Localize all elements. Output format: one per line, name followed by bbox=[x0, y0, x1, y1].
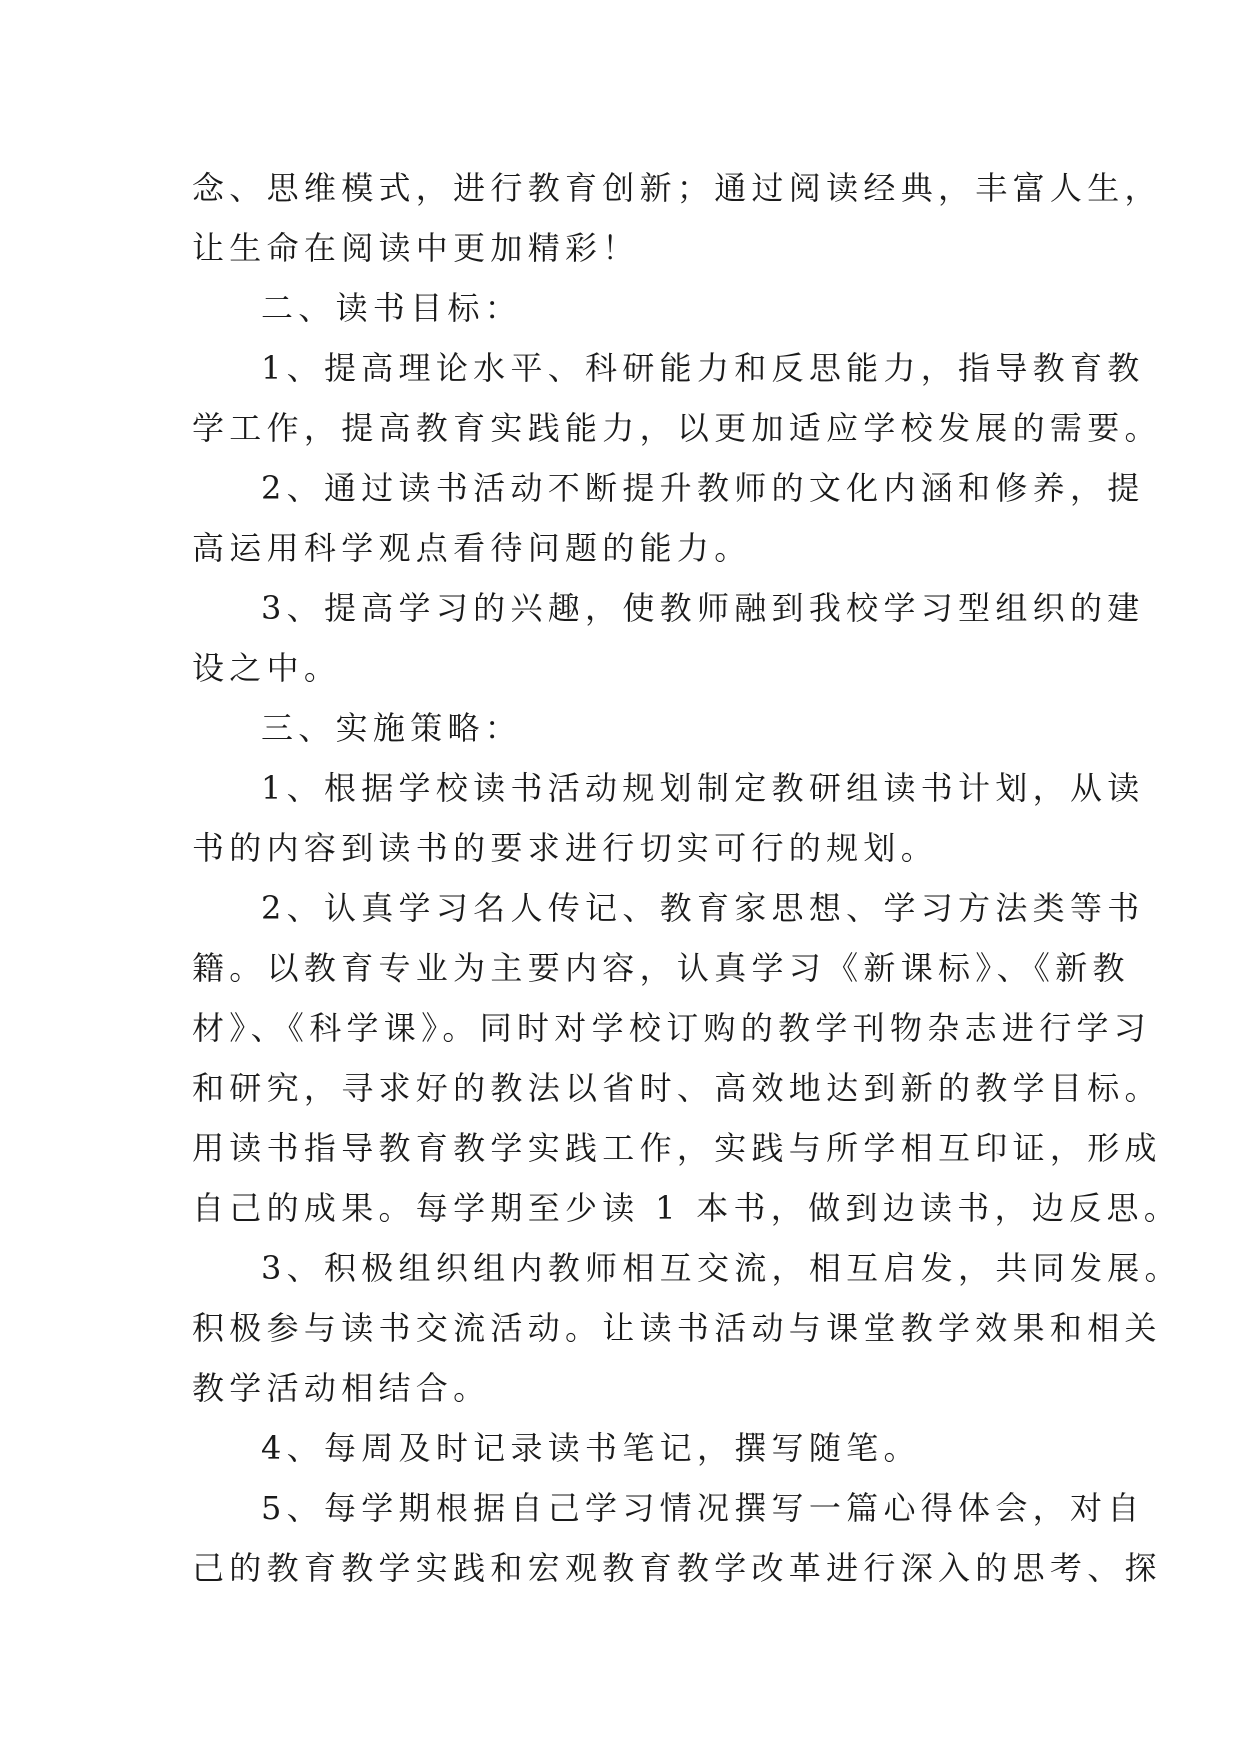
text-line: 高运用科学观点看待问题的能力。 bbox=[192, 529, 752, 567]
text-line: 设之中。 bbox=[192, 649, 342, 687]
text-line: 1、提高理论水平、科研能力和反思能力，指导教育教 bbox=[261, 349, 1145, 387]
text-line: 4、每周及时记录读书笔记，撰写随笔。 bbox=[261, 1429, 921, 1467]
text-line: 念、思维模式，进行教育创新；通过阅读经典，丰富人生， bbox=[192, 169, 1162, 207]
text-line: 2、通过读书活动不断提升教师的文化内涵和修养，提 bbox=[261, 469, 1145, 507]
text-line: 3、提高学习的兴趣，使教师融到我校学习型组织的建 bbox=[261, 589, 1145, 627]
text-line: 自己的成果。每学期至少读 1 本书，做到边读书，边反思。 bbox=[192, 1189, 1182, 1227]
document-body bbox=[192, 158, 1182, 1598]
text-line: 己的教育教学实践和宏观教育教学改革进行深入的思考、探 bbox=[192, 1549, 1162, 1587]
text-line: 用读书指导教育教学实践工作，实践与所学相互印证，形成 bbox=[192, 1129, 1162, 1167]
text-line: 让生命在阅读中更加精彩！ bbox=[192, 229, 640, 267]
text-line: 教学活动相结合。 bbox=[192, 1369, 491, 1407]
text-line: 5、每学期根据自己学习情况撰写一篇心得体会，对自 bbox=[261, 1489, 1145, 1527]
text-line: 2、认真学习名人传记、教育家思想、学习方法类等书 bbox=[261, 889, 1145, 927]
text-line: 1、根据学校读书活动规划制定教研组读书计划，从读 bbox=[261, 769, 1145, 807]
text-line: 书的内容到读书的要求进行切实可行的规划。 bbox=[192, 829, 939, 867]
text-line: 3、积极组织组内教师相互交流，相互启发，共同发展。 bbox=[261, 1249, 1182, 1287]
text-line: 学工作，提高教育实践能力，以更加适应学校发展的需要。 bbox=[192, 409, 1162, 447]
text-line: 籍。以教育专业为主要内容，认真学习《新课标》、《新教 bbox=[192, 949, 1130, 987]
text-line: 二、读书目标： bbox=[261, 289, 523, 327]
text-line: 积极参与读书交流活动。让读书活动与课堂教学效果和相关 bbox=[192, 1309, 1162, 1347]
text-line: 三、实施策略： bbox=[261, 709, 523, 747]
text-line: 材》、《科学课》。同时对学校订购的教学刊物杂志进行学习 bbox=[192, 1009, 1152, 1047]
text-line: 和研究，寻求好的教法以省时、高效地达到新的教学目标。 bbox=[192, 1069, 1162, 1107]
